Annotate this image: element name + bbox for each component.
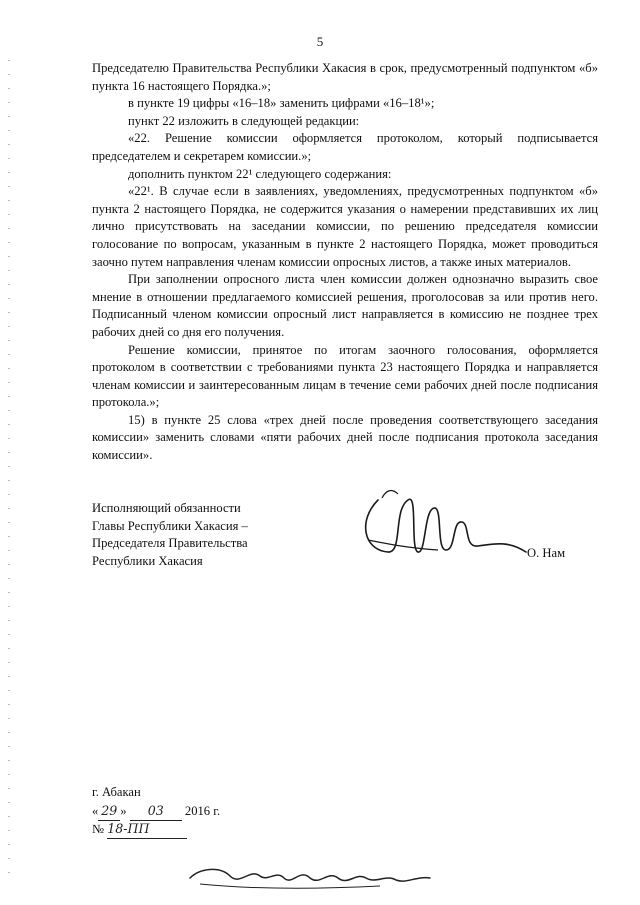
date-quote-open: « xyxy=(92,804,99,818)
paragraph: в пункте 19 цифры «16–18» заменить цифрами «16–18¹»; xyxy=(128,96,435,111)
paragraph: «22¹. В случае если в заявлениях, уведомлениях, предусмотренных подпунктом «б» пункта 2 настоящего Порядка, не содержится указания о намерении представивших их лиц лично присутствовать на заседании комиссии, по решению председателя комиссии голосование по вопросам, указанным в пункте 2 настоящего Порядка, может проводиться заочно путем направления членам комиссии опросных листов, а также иных материалов. xyxy=(92,184,598,269)
date-month: 03 xyxy=(130,802,182,821)
scan-edge-marks xyxy=(8,60,10,880)
document-footer xyxy=(92,784,220,838)
handwritten-mark xyxy=(180,848,440,898)
paragraph: 15) в пункте 25 слова «трех дней после проведения соответствующего заседания комиссии» заменить словами «пяти рабочих дней после подписания протокола заседания комиссии». xyxy=(92,412,598,463)
date-quote-close: » xyxy=(120,804,127,818)
paragraph: При заполнении опросного листа член комиссии должен однозначно выразить свое мнение в отношении предлагаемого комиссией решения, проголосовав за или против него. Подписанный членом комиссии опросный лист направляется в комиссию не позднее трех рабочих дней со дня его получения. xyxy=(92,272,598,339)
paragraph: пункт 22 изложить в следующей редакции: xyxy=(128,113,360,128)
number-value: 18-ПП xyxy=(107,820,187,839)
date-day: 29 xyxy=(98,802,120,821)
signatory-title xyxy=(92,500,248,570)
date-year: 2016 г. xyxy=(184,804,221,818)
handwritten-signature xyxy=(348,480,528,590)
paragraph: Решение комиссии, принятое по итогам заочного голосования, оформляется протоколом в соответствии с требованиями пункта 23 настоящего Порядка и направляется членам комиссии и заинтересованным лицам в течение семи рабочих дней после подписания протокола.»; xyxy=(92,342,598,410)
number-label: № xyxy=(92,822,105,836)
signatory-line: Главы Республики Хакасия – xyxy=(92,518,248,533)
signatory-name: О. Нам xyxy=(527,546,566,560)
document-number xyxy=(92,820,220,838)
document-body xyxy=(92,60,598,465)
signatory-line: Председателя Правительства xyxy=(92,536,248,551)
signatory-line: Республики Хакасия xyxy=(92,553,203,568)
paragraph: «22. Решение комиссии оформляется протоколом, который подписывается председателем и секретарем комиссии.»; xyxy=(92,131,598,163)
paragraph: дополнить пунктом 22¹ следующего содержания: xyxy=(128,166,392,181)
signatory-line: Исполняющий обязанности xyxy=(92,501,241,515)
document-date xyxy=(92,802,220,820)
page-number: 5 xyxy=(316,34,324,49)
paragraph: Председателю Правительства Республики Хакасия в срок, предусмотренный подпунктом «б» пункта 16 настоящего Порядка.»; xyxy=(92,61,598,93)
city: г. Абакан xyxy=(92,785,141,799)
